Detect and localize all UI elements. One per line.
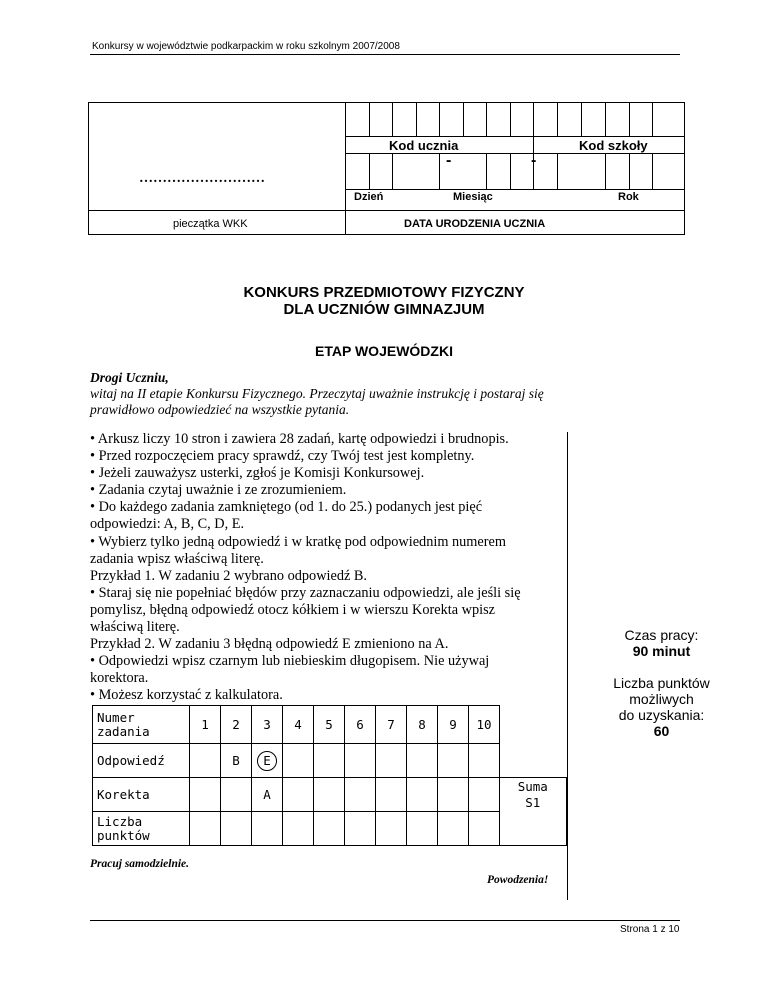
correction-q3: A: [252, 778, 283, 812]
task-number: 2: [221, 706, 252, 744]
task-number: 4: [283, 706, 314, 744]
task-number: 6: [345, 706, 376, 744]
instruction-line: korektora.: [90, 670, 149, 687]
sum-cell: [500, 778, 567, 846]
answer-example-table: [92, 705, 567, 846]
date-dash-1: -: [446, 152, 452, 169]
date-dash-2: -: [531, 152, 537, 169]
signature-dots: ………………………: [139, 171, 265, 186]
task-number: 7: [376, 706, 407, 744]
instruction-line: • Zadania czytaj uważnie i ze zrozumieniem.: [90, 482, 347, 499]
instructions-list: [90, 431, 568, 705]
instruction-line: • Wybierz tylko jedną odpowiedź i w kratkę pod odpowiednim numerem: [90, 533, 507, 550]
circled-answer-q3: E: [257, 751, 277, 771]
table-row-answers: [93, 744, 567, 778]
month-label: Miesiąc: [453, 191, 493, 203]
instruction-line: • Możesz korzystać z kalkulatora.: [90, 687, 283, 704]
birth-date-label: DATA URODZENIA UCZNIA: [404, 218, 546, 230]
title-line-2: DLA UCZNIÓW GIMNAZJUM: [283, 301, 485, 318]
answer-label: Odpowiedź: [93, 744, 190, 778]
time-label: Czas pracy:: [624, 627, 699, 643]
year-label: Rok: [618, 191, 639, 203]
points-label-cell: Liczba punktów: [93, 812, 190, 846]
sidebar-info: [568, 627, 755, 739]
instruction-line: pomylisz, błędną odpowiedź otocz kółkiem i w wierszu Korekta wpisz: [90, 601, 495, 618]
instruction-line: • Odpowiedzi wpisz czarnym lub niebieskim długopisem. Nie używaj: [90, 653, 490, 670]
instruction-line: właściwą literę.: [90, 619, 180, 636]
closing-good-luck: Powodzenia!: [487, 874, 549, 886]
footer-rule: [90, 920, 680, 921]
school-code-label: Kod szkoły: [579, 138, 648, 153]
title-line-1: KONKURS PRZEDMIOTOWY FIZYCZNY: [243, 284, 525, 301]
task-number: 5: [314, 706, 345, 744]
instruction-line: • Arkusz liczy 10 stron i zawiera 28 zadań, kartę odpowiedzi i brudnopis.: [90, 431, 509, 447]
instruction-line: • Przed rozpoczęciem pracy sprawdź, czy Twój test jest kompletny.: [90, 448, 475, 465]
instruction-line: Przykład 1. W zadaniu 2 wybrano odpowiedź B.: [90, 567, 368, 584]
closing-work-alone: Pracuj samodzielnie.: [90, 858, 190, 870]
stamp-label: pieczątka WKK: [173, 218, 248, 230]
day-label: Dzień: [354, 191, 384, 203]
correction-label: Korekta: [93, 778, 190, 812]
student-info-box: [88, 102, 685, 235]
instruction-line: • Staraj się nie popełniać błędów przy zaznaczaniu odpowiedzi, ale jeśli się: [90, 584, 521, 601]
task-number: 8: [407, 706, 438, 744]
answer-q2: B: [221, 744, 252, 778]
intro-line-1: witaj na II etapie Konkursu Fizycznego. Przeczytaj uważnie instrukcję i postaraj się: [90, 386, 544, 401]
sum-id: S1: [525, 795, 541, 810]
numbers-label-cell: Numer zadania: [93, 706, 190, 744]
task-number: 1: [190, 706, 221, 744]
table-row-points: [93, 812, 567, 846]
points-value: 60: [653, 723, 670, 739]
instruction-line: zadania wpisz właściwą literę.: [90, 550, 264, 567]
time-value: 90 minut: [632, 643, 691, 659]
page-number: Strona 1 z 10: [620, 924, 680, 935]
greeting-salutation: Drogi Uczniu,: [90, 370, 169, 385]
task-number: 9: [438, 706, 469, 744]
points-label-line-3: do uzyskania:: [618, 707, 705, 723]
points-label-line-1: Liczba punktów: [613, 675, 710, 691]
instruction-line: • Jeżeli zauważysz usterki, zgłoś je Komisji Konkursowej.: [90, 465, 425, 482]
instruction-line: Przykład 2. W zadaniu 3 błędną odpowiedź E zmieniono na A.: [90, 636, 449, 653]
points-label-line-2: możliwych: [629, 691, 694, 707]
stamp-divider: [345, 103, 346, 234]
table-row-numbers: [93, 706, 567, 744]
intro-line-2: prawidłowo odpowiedzieć na wszystkie pytania.: [90, 402, 350, 417]
page-title: [0, 284, 768, 318]
stage-title: ETAP WOJEWÓDZKI: [315, 343, 453, 359]
task-number: 3: [252, 706, 283, 744]
greeting-intro: [90, 386, 600, 418]
task-number: 10: [469, 706, 500, 744]
table-row-correction: [93, 778, 567, 812]
student-code-label: Kod ucznia: [389, 138, 459, 153]
page-header: Konkursy w województwie podkarpackim w roku szkolnym 2007/2008: [92, 41, 400, 52]
instruction-line: • Do każdego zadania zamkniętego (od 1. do 25.) podanych jest pięć: [90, 499, 483, 516]
header-rule: [90, 54, 680, 55]
sum-label: Suma: [517, 779, 548, 794]
instruction-line: odpowiedzi: A, B, C, D, E.: [90, 516, 245, 533]
box-divider: [89, 210, 684, 211]
